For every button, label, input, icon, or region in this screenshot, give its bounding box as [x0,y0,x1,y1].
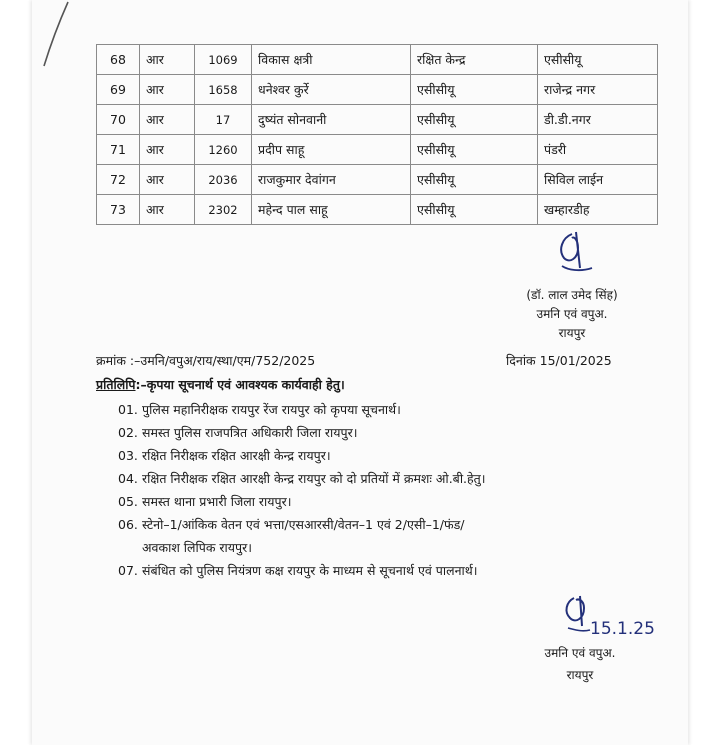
cell-to: पंडरी [538,135,658,165]
list-item: 03. रक्षित निरीक्षक रक्षित आरक्षी केन्द्र रायपुर। [118,448,331,463]
cell-sno: 73 [97,195,140,225]
cell-badge: 2036 [195,165,252,195]
signatory-block-footer [520,642,640,686]
cell-sno: 71 [97,135,140,165]
cell-from: एसीसीयू [411,195,538,225]
cell-from: एसीसीयू [411,165,538,195]
cell-to: खम्हारडीह [538,195,658,225]
cell-sno: 70 [97,105,140,135]
cell-rank: आर [140,195,195,225]
cell-name: राजकुमार देवांगन [252,165,411,195]
cell-rank: आर [140,135,195,165]
signatory-block [502,286,642,343]
table-row [97,105,658,135]
cell-sno: 72 [97,165,140,195]
cell-from: रक्षित केन्द्र [411,45,538,75]
cell-sno: 69 [97,75,140,105]
cell-to: एसीसीयू [538,45,658,75]
signature-mark [552,228,600,280]
cell-to: सिविल लाईन [538,165,658,195]
table-row [97,75,658,105]
cell-rank: आर [140,105,195,135]
signature-date-note: 15.1.25 [590,619,655,639]
list-item: 06. स्टेनो–1/आंकिक वेतन एवं भत्ता/एसआरसी/वेतन–1 एवं 2/एसी–1/फंड/ [118,517,465,532]
table-row [97,135,658,165]
cell-to: डी.डी.नगर [538,105,658,135]
table-row [97,165,658,195]
cell-badge: 2302 [195,195,252,225]
list-item: 07. संबंधित को पुलिस नियंत्रण कक्ष रायपुर के माध्यम से सूचनार्थ एवं पालनार्थ। [118,563,478,578]
cell-name: प्रदीप साहू [252,135,411,165]
cell-sno: 68 [97,45,140,75]
list-item-continuation: अवकाश लिपिक रायपुर। [142,540,252,555]
cell-from: एसीसीयू [411,105,538,135]
signatory-designation-footer: उमनि एवं वपुअ. [544,646,616,660]
cell-badge: 17 [195,105,252,135]
cell-rank: आर [140,45,195,75]
signatory-city: रायपुर [558,326,586,340]
cell-badge: 1069 [195,45,252,75]
list-item: 05. समस्त थाना प्रभारी जिला रायपुर। [118,494,292,509]
signatory-designation: उमनि एवं वपुअ. [536,307,608,321]
reference-number: क्रमांक :–उमनि/वपुअ/राय/स्था/एम/752/2025 [96,353,316,368]
handwritten-signature [562,594,662,640]
copy-to-label: प्रतिलिपि [96,377,136,392]
table-row [97,195,658,225]
cell-badge: 1658 [195,75,252,105]
table-row [97,45,658,75]
transfer-table [96,44,658,225]
cell-rank: आर [140,75,195,105]
list-item: 01. पुलिस महानिरीक्षक रायपुर रेंज रायपुर को कृपया सूचनार्थ। [118,402,401,417]
cell-from: एसीसीयू [411,135,538,165]
cell-name: धनेश्वर कुर्रे [252,75,411,105]
cell-rank: आर [140,165,195,195]
cell-name: विकास क्षत्री [252,45,411,75]
cell-name: दुष्यंत सोनवानी [252,105,411,135]
signatory-name: (डॉ. लाल उमेद सिंह) [526,288,618,302]
paper-fold-mark [40,0,70,70]
copy-to-heading [96,376,345,393]
cell-name: महेन्द पाल साहू [252,195,411,225]
signatory-city-footer: रायपुर [566,668,594,682]
cell-from: एसीसीयू [411,75,538,105]
cell-to: राजेन्द्र नगर [538,75,658,105]
cell-badge: 1260 [195,135,252,165]
reference-date: दिनांक 15/01/2025 [506,353,612,368]
list-item: 04. रक्षित निरीक्षक रक्षित आरक्षी केन्द्र रायपुर को दो प्रतियों में क्रमशः ओ.बी.हेतु। [118,471,486,486]
list-item: 02. समस्त पुलिस राजपत्रित अधिकारी जिला रायपुर। [118,425,358,440]
copy-to-list [118,398,658,582]
copy-to-purpose: :–कृपया सूचनार्थ एवं आवश्यक कार्यवाही हेतु। [135,377,345,392]
